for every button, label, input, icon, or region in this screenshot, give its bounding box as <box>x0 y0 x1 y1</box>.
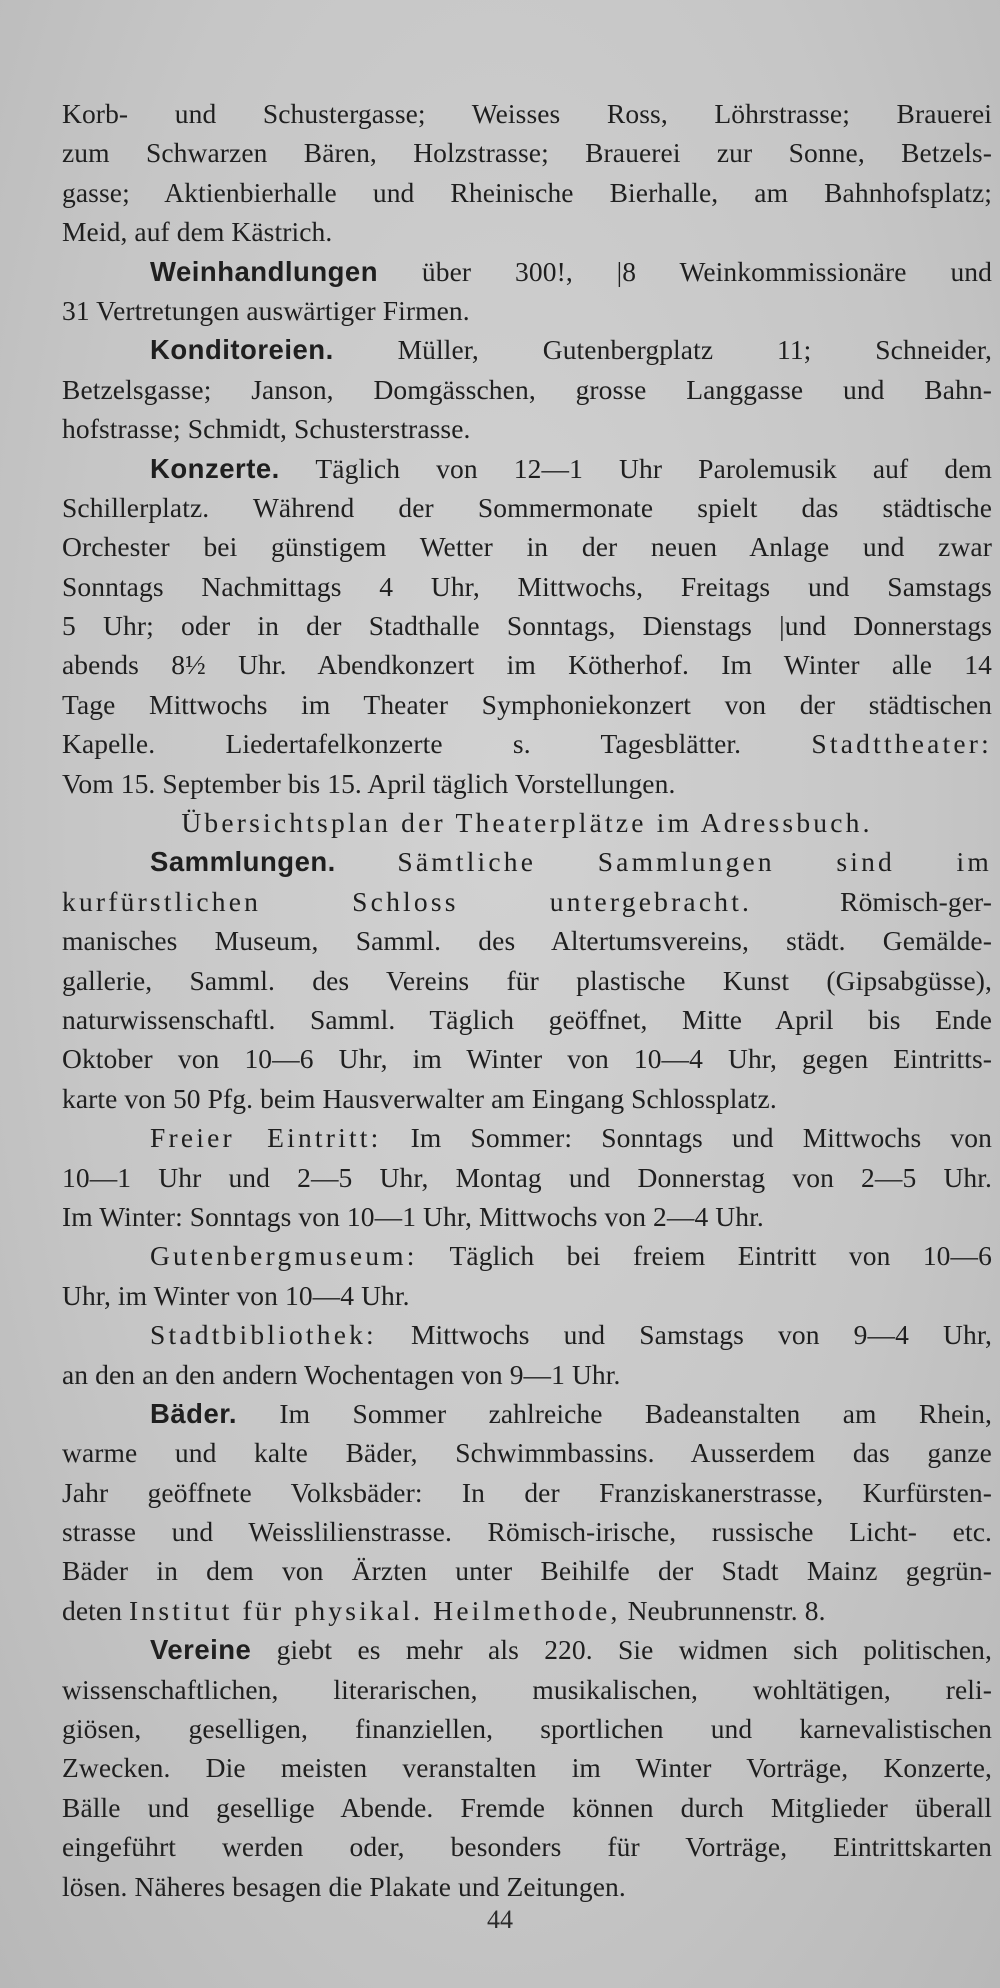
text-line <box>62 1433 992 1472</box>
text-line <box>62 252 992 291</box>
text-line <box>62 1236 992 1275</box>
text-segment: deten <box>62 1594 130 1626</box>
text-segment: hofstrasse; Schmidt, Schusterstrasse. <box>62 413 471 445</box>
page-number: 44 <box>487 1905 513 1934</box>
text-segment: Vom 15. September bis 15. April täglich Vorstellungen. <box>62 767 676 799</box>
text-segment: Freier Eintritt: <box>150 1122 382 1154</box>
text-line <box>62 1355 992 1394</box>
text-line <box>62 921 992 960</box>
text-segment: an den an den andern Wochentagen von 9—1 Uhr. <box>62 1358 621 1390</box>
text-segment: Korb- und Schustergasse; Weisses Ross, Löhrstrasse; Brauerei <box>62 98 992 129</box>
text-line <box>62 212 992 251</box>
text-segment: karte von 50 Pfg. beim Hausverwalter am Eingang Schlossplatz. <box>62 1082 777 1114</box>
text-segment: Im Sommer zahlreiche Badeanstalten am Rhein, <box>237 1397 992 1429</box>
text-line <box>62 409 992 448</box>
text-line <box>62 882 992 921</box>
text-line <box>62 1000 992 1039</box>
text-segment: lösen. Näheres besagen die Plakate und Zeitungen. <box>62 1870 626 1902</box>
text-segment: Stadtbibliothek: <box>150 1319 377 1351</box>
text-segment: Betzelsgasse; Janson, Domgässchen, grosse Langgasse und Bahn- <box>62 373 992 405</box>
section-heading: Konzerte. <box>150 452 280 484</box>
text-segment: giösen, geselligen, finanziellen, sportlichen und karnevalistischen <box>62 1713 992 1745</box>
text-segment: eingeführt werden oder, besonders für Vorträge, Eintrittskarten <box>62 1831 992 1863</box>
text-line <box>62 685 992 724</box>
text-segment: Täglich von 12—1 Uhr Parolemusik auf dem <box>279 452 992 484</box>
text-segment: Oktober von 10—6 Uhr, im Winter von 10—4 Uhr, gegen Eintritts- <box>62 1043 992 1075</box>
text-line <box>62 1158 992 1197</box>
text-line <box>62 606 992 645</box>
text-line <box>62 1473 992 1512</box>
text-line <box>62 449 992 488</box>
text-segment: Kapelle. Liedertafelkonzerte s. Tagesblätter. <box>62 728 812 760</box>
text-line <box>62 724 992 763</box>
text-segment: über 300!, |8 Weinkommissionäre und <box>378 255 992 287</box>
text-line <box>62 291 992 330</box>
text-line <box>62 1315 992 1354</box>
text-segment: Mittwochs und Samstags von 9—4 Uhr, <box>376 1319 992 1351</box>
text-segment: gasse; Aktienbierhalle und Rheinische Bierhalle, am Bahnhofsplatz; <box>62 176 992 208</box>
text-segment: Neubrunnenstr. 8. <box>620 1594 826 1626</box>
text-line <box>62 1867 992 1906</box>
page-body-text <box>62 94 992 1906</box>
text-line <box>62 94 992 133</box>
text-segment: naturwissenschaftl. Samml. Täglich geöffnet, Mitte April bis Ende <box>62 1003 992 1035</box>
text-segment: gallerie, Samml. des Vereins für plastische Kunst (Gipsabgüsse), <box>62 964 992 996</box>
text-line <box>62 488 992 527</box>
text-segment: abends 8½ Uhr. Abendkonzert im Kötherhof. Im Winter alle 14 <box>62 649 992 681</box>
text-line <box>62 1827 992 1866</box>
section-heading: Vereine <box>150 1634 252 1666</box>
text-segment: Bäder in dem von Ärzten unter Beihilfe der Stadt Mainz gegrün- <box>62 1555 992 1587</box>
text-segment: wissenschaftlichen, literarischen, musikalischen, wohltätigen, reli- <box>62 1673 992 1705</box>
text-segment: Orchester bei günstigem Wetter in der neuen Anlage und zwar <box>62 531 992 563</box>
text-segment: Uhr, im Winter von 10—4 Uhr. <box>62 1279 410 1311</box>
text-segment: Bälle und gesellige Abende. Fremde können durch Mitglieder überall <box>62 1791 992 1823</box>
section-heading: Bäder. <box>150 1397 238 1429</box>
text-line <box>62 1118 992 1157</box>
text-line <box>62 1551 992 1590</box>
text-line <box>62 1512 992 1551</box>
text-segment: Zwecken. Die meisten veranstalten im Winter Vorträge, Konzerte, <box>62 1752 992 1784</box>
text-line <box>62 527 992 566</box>
text-line <box>62 1748 992 1787</box>
text-line <box>62 173 992 212</box>
text-segment: warme und kalte Bäder, Schwimmbassins. Ausserdem das ganze <box>62 1437 992 1469</box>
section-heading: Sammlungen. <box>150 846 336 878</box>
text-segment: Tage Mittwochs im Theater Symphoniekonzert von der städtischen <box>62 688 992 720</box>
text-segment: Täglich bei freiem Eintritt von 10—6 <box>417 1240 992 1272</box>
text-segment: Im Sommer: Sonntags und Mittwochs von <box>381 1122 992 1154</box>
text-segment: Gutenbergmuseum: <box>150 1240 418 1272</box>
text-line <box>62 330 992 369</box>
text-segment: Meid, auf dem Kästrich. <box>62 216 333 248</box>
text-line <box>62 1394 992 1433</box>
text-line <box>62 842 992 881</box>
text-line <box>62 370 992 409</box>
text-segment: zum Schwarzen Bären, Holzstrasse; Brauerei zur Sonne, Betzels- <box>62 137 992 169</box>
text-line <box>62 133 992 172</box>
text-segment: Müller, Gutenbergplatz 11; Schneider, <box>333 334 992 366</box>
text-line <box>62 1276 992 1315</box>
text-line <box>62 961 992 1000</box>
text-line <box>62 1709 992 1748</box>
text-segment: Schillerplatz. Während der Sommermonate spielt das städtische <box>62 491 992 523</box>
text-line <box>62 1670 992 1709</box>
text-segment: 5 Uhr; oder in der Stadthalle Sonntags, Dienstags |und Donnerstags <box>62 610 992 642</box>
text-segment: manisches Museum, Samml. des Altertumsvereins, städt. Gemälde- <box>62 925 992 957</box>
text-segment: Stadttheater: <box>811 728 992 760</box>
text-segment: strasse und Weisslilienstrasse. Römisch-irische, russische Licht- etc. <box>62 1516 992 1548</box>
text-segment: kurfürstlichen Schloss untergebracht. <box>62 885 753 917</box>
text-segment: 31 Vertretungen auswärtiger Firmen. <box>62 294 470 326</box>
text-line <box>62 1197 992 1236</box>
text-segment: Übersichtsplan der Theaterplätze im Adressbuch. <box>181 807 873 839</box>
text-segment: Sonntags Nachmittags 4 Uhr, Mittwochs, Freitags und Samstags <box>62 570 992 602</box>
text-line <box>62 764 992 803</box>
text-line <box>62 803 992 842</box>
text-line <box>62 567 992 606</box>
text-segment: Jahr geöffnete Volksbäder: In der Franziskanerstrasse, Kurfürsten- <box>62 1476 992 1508</box>
section-heading: Konditoreien. <box>150 334 334 366</box>
text-segment: 10—1 Uhr und 2—5 Uhr, Montag und Donnerstag von 2—5 Uhr. <box>62 1161 992 1193</box>
text-segment: giebt es mehr als 220. Sie widmen sich politischen, <box>251 1634 992 1666</box>
text-segment: Sämtliche Sammlungen sind im <box>335 846 992 878</box>
text-line <box>62 1591 992 1630</box>
text-line <box>62 1630 992 1669</box>
text-segment: Im Winter: Sonntags von 10—1 Uhr, Mittwochs von 2—4 Uhr. <box>62 1200 764 1232</box>
text-line <box>62 1039 992 1078</box>
text-line <box>62 645 992 684</box>
text-line <box>62 1788 992 1827</box>
text-segment: Institut für physikal. Heilmethode, <box>129 1594 621 1626</box>
section-heading: Weinhandlungen <box>150 255 379 287</box>
text-segment: Römisch-ger- <box>752 885 992 917</box>
text-line <box>62 1079 992 1118</box>
